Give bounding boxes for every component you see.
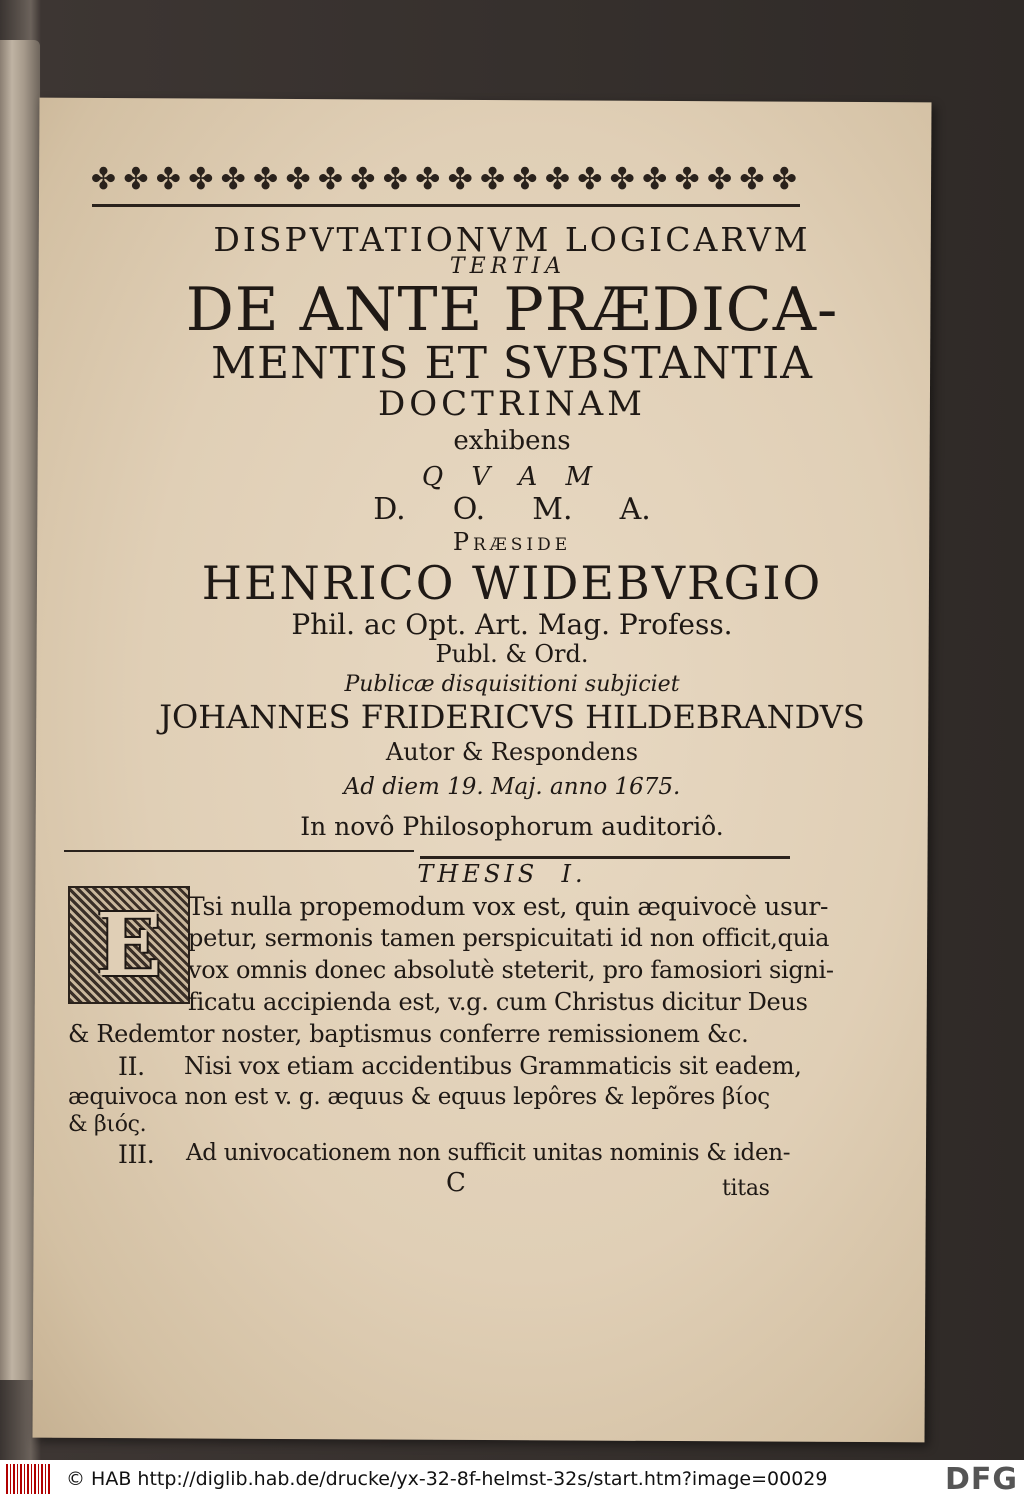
ornament-glyph: ✤ — [415, 162, 441, 197]
title-line-2: TERTIA — [449, 254, 567, 279]
title-line-16: Ad diem 19. Maj. anno 1675. — [343, 774, 681, 800]
ornament-glyph: ✤ — [155, 162, 181, 197]
title-line-5: DOCTRINAM — [378, 384, 646, 424]
footer-bar — [0, 1460, 1024, 1498]
title-line-13: Publicæ disquisitioni subjiciet — [344, 672, 680, 697]
title-line-8: D. O. M. A. — [373, 492, 651, 527]
ornament-glyph: ✤ — [123, 162, 149, 197]
ornament-glyph: ✤ — [382, 162, 408, 197]
ornament-glyph: ✤ — [609, 162, 635, 197]
ornament-glyph: ✤ — [739, 162, 765, 197]
title-line-3: DE ANTE PRÆDICA- — [185, 275, 839, 345]
thesis-iii-number: III. — [118, 1140, 155, 1169]
barcode-icon — [6, 1464, 50, 1494]
thesis-i-line: petur, sermonis tamen perspicuitati id non officit,quia — [188, 924, 830, 952]
dfg-logo: DFG — [944, 1462, 1018, 1497]
thesis-ii-line: Nisi vox etiam accidentibus Grammaticis sit eadem, — [184, 1052, 802, 1080]
footer-source-url: © HAB http://diglib.hab.de/drucke/yx-32-8f-helmst-32s/start.htm?image=00029 — [66, 1468, 828, 1490]
thesis-ii-number: II. — [118, 1052, 145, 1081]
title-line-15: Autor & Respondens — [385, 738, 639, 766]
ornament-glyph: ✤ — [220, 162, 246, 197]
ornament-glyph: ✤ — [674, 162, 700, 197]
title-line-6: exhibens — [453, 426, 571, 456]
catchword: titas — [722, 1176, 770, 1201]
decorated-initial — [68, 886, 190, 1004]
ornament-band — [88, 160, 800, 200]
thesis-ii-line: æquivoca non est v. g. æquus & equus lepôres & lepõres βίος — [68, 1084, 770, 1110]
title-line-12: Publ. & Ord. — [435, 640, 589, 668]
thesis-i-line: ficatu accipienda est, v.g. cum Christus dicitur Deus — [188, 988, 808, 1016]
ornament-glyph: ✤ — [771, 162, 797, 197]
thesis-i-line: vox omnis donec absolutè steterit, pro famosiori signi- — [188, 956, 834, 984]
thesis-heading: THESIS I. — [417, 860, 587, 888]
ornament-glyph: ✤ — [317, 162, 344, 197]
thesis-iii-line: Ad univocationem non sufficit unitas nominis & iden- — [186, 1140, 791, 1166]
middle-rule-right — [420, 856, 790, 859]
ornament-glyph: ✤ — [544, 162, 570, 197]
title-line-17: In novô Philosophorum auditoriô. — [300, 812, 724, 841]
signature-mark: C — [446, 1168, 466, 1198]
title-line-4: MENTIS ET SVBSTANTIA — [210, 338, 814, 389]
ornament-glyph: ✤ — [285, 162, 311, 197]
ornament-glyph: ✤ — [350, 162, 376, 197]
initial-letter: E — [96, 894, 162, 996]
ornament-glyph: ✤ — [447, 162, 473, 197]
ornament-glyph: ✤ — [642, 162, 668, 197]
title-line-7: Q V A M — [421, 462, 603, 492]
title-line-9: Præside — [452, 528, 572, 556]
thesis-i-line: Tsi nulla propemodum vox est, quin æquivocè usur- — [188, 892, 829, 921]
ornament-glyph: ✤ — [512, 162, 538, 197]
thesis-i-line: & Redemtor noster, baptismus conferre remissionem &c. — [68, 1020, 749, 1048]
title-line-11: Phil. ac Opt. Art. Mag. Profess. — [291, 608, 733, 641]
ornament-glyph: ✤ — [706, 162, 733, 197]
title-line-1: DISPVTATIONVM LOGICARVM — [213, 220, 811, 259]
ornament-glyph: ✤ — [188, 162, 214, 197]
ornament-glyph: ✤ — [90, 162, 117, 197]
thesis-ii-line: & βιός. — [68, 1112, 147, 1137]
ornament-glyph: ✤ — [253, 162, 279, 197]
title-line-14: JOHANNES FRIDERICVS HILDEBRANDVS — [159, 698, 865, 736]
middle-rule-left — [64, 850, 414, 852]
top-rule — [92, 204, 800, 207]
title-line-10: HENRICO WIDEBVRGIO — [201, 556, 823, 610]
ornament-glyph: ✤ — [479, 162, 506, 197]
ornament-glyph: ✤ — [577, 162, 603, 197]
